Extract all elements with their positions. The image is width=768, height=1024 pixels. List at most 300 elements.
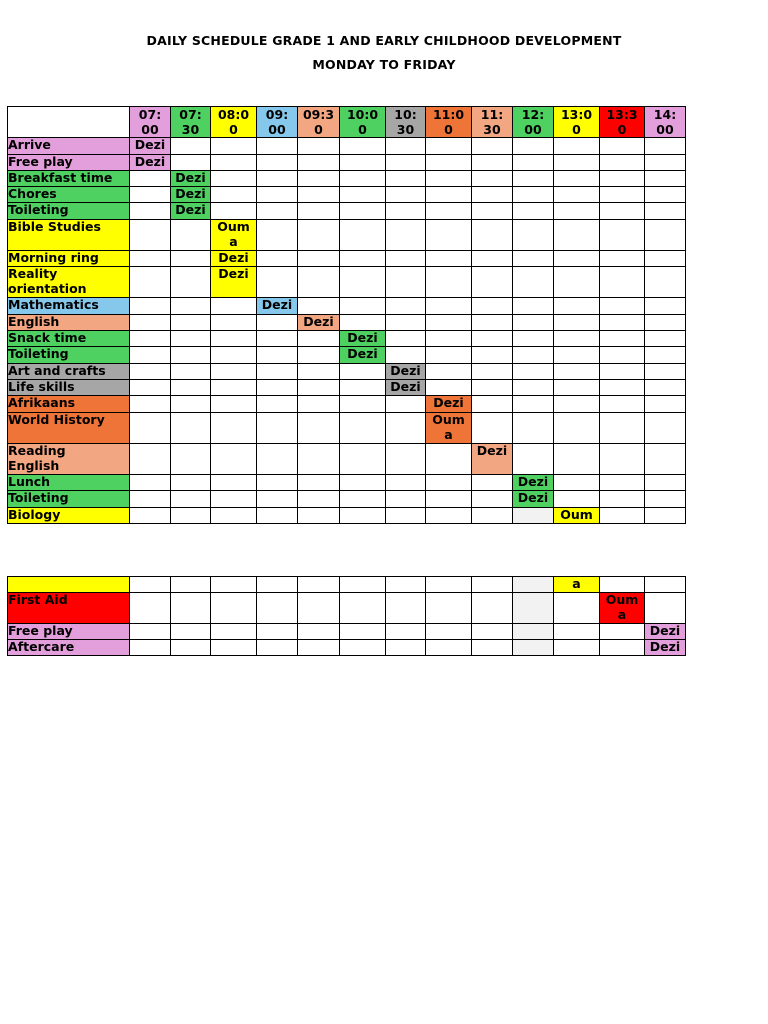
empty-cell	[426, 203, 472, 220]
empty-cell	[298, 138, 340, 155]
empty-cell	[472, 413, 513, 444]
empty-cell	[340, 444, 386, 475]
empty-cell	[386, 155, 426, 171]
empty-cell	[257, 508, 298, 524]
empty-cell	[472, 364, 513, 380]
teacher-cell: Dezi	[386, 380, 426, 396]
empty-cell	[600, 640, 645, 656]
activity-label: Reality orientation	[8, 267, 130, 298]
teacher-cell: Dezi	[211, 267, 257, 298]
activity-label: Reading English	[8, 444, 130, 475]
time-slot-header: 13:3 0	[600, 107, 645, 138]
empty-cell	[554, 380, 600, 396]
empty-cell	[386, 491, 426, 508]
empty-cell	[340, 593, 386, 624]
empty-cell	[513, 187, 554, 203]
empty-cell	[386, 640, 426, 656]
empty-cell	[257, 491, 298, 508]
empty-cell	[298, 593, 340, 624]
empty-cell	[211, 577, 257, 593]
empty-cell	[645, 593, 686, 624]
empty-cell	[426, 508, 472, 524]
empty-cell	[298, 251, 340, 267]
teacher-cell: Dezi	[211, 251, 257, 267]
activity-label: Morning ring	[8, 251, 130, 267]
empty-cell	[554, 155, 600, 171]
empty-cell	[340, 624, 386, 640]
table-row	[8, 444, 686, 475]
empty-cell	[171, 396, 211, 413]
empty-cell	[340, 380, 386, 396]
empty-cell	[171, 444, 211, 475]
empty-cell	[426, 138, 472, 155]
empty-cell	[645, 331, 686, 347]
empty-cell	[554, 396, 600, 413]
empty-cell	[298, 155, 340, 171]
activity-label: Mathematics	[8, 298, 130, 315]
empty-cell	[340, 155, 386, 171]
empty-cell	[130, 640, 171, 656]
empty-cell	[257, 251, 298, 267]
empty-cell	[257, 640, 298, 656]
empty-cell	[426, 267, 472, 298]
empty-cell	[554, 444, 600, 475]
empty-cell	[645, 187, 686, 203]
empty-cell	[554, 220, 600, 251]
empty-cell	[211, 187, 257, 203]
activity-label	[8, 577, 130, 593]
teacher-cell: Dezi	[130, 155, 171, 171]
empty-cell	[130, 171, 171, 187]
empty-cell	[600, 380, 645, 396]
activity-label: Life skills	[8, 380, 130, 396]
empty-cell	[130, 380, 171, 396]
empty-cell	[554, 331, 600, 347]
empty-cell	[171, 640, 211, 656]
empty-cell	[340, 220, 386, 251]
empty-cell	[386, 331, 426, 347]
teacher-cell: Dezi	[386, 364, 426, 380]
empty-cell	[211, 364, 257, 380]
empty-cell	[340, 298, 386, 315]
empty-cell	[426, 640, 472, 656]
empty-cell	[171, 251, 211, 267]
empty-cell	[513, 347, 554, 364]
empty-cell	[554, 364, 600, 380]
empty-cell	[130, 444, 171, 475]
empty-cell	[386, 187, 426, 203]
table-row	[8, 347, 686, 364]
empty-cell	[171, 593, 211, 624]
schedule-table	[7, 106, 686, 524]
empty-cell	[211, 171, 257, 187]
activity-label: Aftercare	[8, 640, 130, 656]
empty-cell	[645, 251, 686, 267]
empty-cell	[513, 155, 554, 171]
empty-cell	[554, 267, 600, 298]
empty-cell	[257, 364, 298, 380]
empty-cell	[298, 508, 340, 524]
activity-label: Bible Studies	[8, 220, 130, 251]
empty-cell	[513, 364, 554, 380]
empty-cell	[386, 444, 426, 475]
teacher-cell: Dezi	[130, 138, 171, 155]
empty-cell	[645, 220, 686, 251]
empty-cell	[426, 347, 472, 364]
empty-cell	[171, 331, 211, 347]
empty-cell	[340, 267, 386, 298]
empty-cell	[426, 155, 472, 171]
empty-cell	[513, 413, 554, 444]
activity-label: World History	[8, 413, 130, 444]
time-slot-header: 14: 00	[645, 107, 686, 138]
empty-cell	[386, 315, 426, 331]
empty-cell	[386, 508, 426, 524]
empty-cell	[426, 331, 472, 347]
empty-cell	[386, 138, 426, 155]
teacher-cell: Dezi	[171, 171, 211, 187]
empty-cell	[513, 315, 554, 331]
empty-cell	[426, 444, 472, 475]
empty-cell	[472, 491, 513, 508]
activity-label: Lunch	[8, 475, 130, 491]
empty-cell	[171, 491, 211, 508]
empty-cell	[600, 171, 645, 187]
empty-cell	[513, 640, 554, 656]
empty-cell	[513, 220, 554, 251]
empty-cell	[472, 251, 513, 267]
empty-cell	[211, 413, 257, 444]
empty-cell	[130, 577, 171, 593]
empty-cell	[645, 203, 686, 220]
empty-cell	[645, 475, 686, 491]
empty-cell	[426, 380, 472, 396]
empty-cell	[513, 267, 554, 298]
empty-cell	[600, 155, 645, 171]
table-row	[8, 298, 686, 315]
empty-cell	[171, 347, 211, 364]
empty-cell	[386, 593, 426, 624]
empty-cell	[513, 396, 554, 413]
empty-cell	[257, 315, 298, 331]
empty-cell	[600, 203, 645, 220]
empty-cell	[513, 171, 554, 187]
empty-cell	[298, 640, 340, 656]
empty-cell	[340, 251, 386, 267]
empty-cell	[472, 475, 513, 491]
table-row	[8, 577, 686, 593]
empty-cell	[257, 577, 298, 593]
empty-cell	[257, 138, 298, 155]
empty-cell	[386, 475, 426, 491]
empty-cell	[211, 444, 257, 475]
empty-cell	[211, 138, 257, 155]
schedule-table-continued	[7, 576, 686, 656]
empty-cell	[386, 267, 426, 298]
empty-cell	[600, 444, 645, 475]
table-row	[8, 491, 686, 508]
empty-cell	[600, 475, 645, 491]
empty-cell	[298, 364, 340, 380]
empty-cell	[257, 593, 298, 624]
empty-cell	[171, 624, 211, 640]
empty-cell	[513, 593, 554, 624]
table-row	[8, 364, 686, 380]
empty-cell	[645, 171, 686, 187]
empty-cell	[600, 315, 645, 331]
empty-cell	[472, 577, 513, 593]
empty-cell	[171, 577, 211, 593]
empty-cell	[426, 251, 472, 267]
time-slot-header: 10: 30	[386, 107, 426, 138]
empty-cell	[472, 187, 513, 203]
empty-cell	[257, 475, 298, 491]
teacher-cell: Dezi	[645, 640, 686, 656]
empty-cell	[257, 380, 298, 396]
empty-cell	[298, 171, 340, 187]
empty-cell	[554, 347, 600, 364]
empty-cell	[426, 298, 472, 315]
empty-cell	[600, 396, 645, 413]
empty-cell	[600, 138, 645, 155]
empty-cell	[298, 347, 340, 364]
empty-cell	[645, 413, 686, 444]
empty-cell	[340, 577, 386, 593]
empty-cell	[298, 577, 340, 593]
empty-cell	[645, 396, 686, 413]
empty-cell	[298, 396, 340, 413]
empty-cell	[554, 593, 600, 624]
table-row	[8, 380, 686, 396]
empty-cell	[645, 347, 686, 364]
teacher-cell: Dezi	[513, 491, 554, 508]
empty-cell	[554, 640, 600, 656]
teacher-cell: a	[554, 577, 600, 593]
empty-cell	[340, 640, 386, 656]
empty-cell	[171, 475, 211, 491]
empty-cell	[600, 267, 645, 298]
time-slot-header: 08:0 0	[211, 107, 257, 138]
empty-cell	[472, 203, 513, 220]
empty-cell	[472, 155, 513, 171]
time-slot-header: 09: 00	[257, 107, 298, 138]
empty-cell	[426, 491, 472, 508]
activity-label: Biology	[8, 508, 130, 524]
table-row	[8, 171, 686, 187]
empty-cell	[600, 577, 645, 593]
teacher-cell: Dezi	[298, 315, 340, 331]
empty-cell	[554, 171, 600, 187]
empty-cell	[211, 347, 257, 364]
activity-label: Toileting	[8, 347, 130, 364]
empty-cell	[645, 315, 686, 331]
empty-cell	[386, 413, 426, 444]
empty-cell	[257, 413, 298, 444]
table-row	[8, 413, 686, 444]
empty-cell	[513, 624, 554, 640]
empty-cell	[513, 138, 554, 155]
empty-cell	[472, 315, 513, 331]
empty-cell	[340, 396, 386, 413]
empty-cell	[554, 475, 600, 491]
empty-cell	[130, 220, 171, 251]
empty-cell	[600, 364, 645, 380]
empty-cell	[257, 171, 298, 187]
empty-cell	[513, 444, 554, 475]
empty-cell	[426, 577, 472, 593]
empty-cell	[211, 203, 257, 220]
empty-cell	[645, 508, 686, 524]
empty-cell	[130, 491, 171, 508]
empty-cell	[426, 171, 472, 187]
teacher-cell: Dezi	[171, 203, 211, 220]
empty-cell	[298, 220, 340, 251]
table-row	[8, 155, 686, 171]
empty-cell	[472, 593, 513, 624]
empty-cell	[171, 508, 211, 524]
empty-cell	[426, 220, 472, 251]
empty-cell	[645, 298, 686, 315]
empty-cell	[645, 155, 686, 171]
empty-cell	[211, 640, 257, 656]
empty-cell	[554, 251, 600, 267]
table-row	[8, 475, 686, 491]
empty-cell	[554, 298, 600, 315]
activity-label: English	[8, 315, 130, 331]
empty-cell	[600, 331, 645, 347]
time-slot-header: 09:3 0	[298, 107, 340, 138]
empty-cell	[386, 624, 426, 640]
empty-cell	[130, 593, 171, 624]
empty-cell	[257, 203, 298, 220]
empty-cell	[211, 298, 257, 315]
empty-cell	[386, 347, 426, 364]
empty-cell	[472, 347, 513, 364]
empty-cell	[600, 624, 645, 640]
activity-label: Free play	[8, 155, 130, 171]
empty-cell	[211, 491, 257, 508]
empty-cell	[600, 491, 645, 508]
empty-cell	[645, 364, 686, 380]
empty-cell	[171, 413, 211, 444]
empty-cell	[645, 380, 686, 396]
empty-cell	[645, 444, 686, 475]
empty-cell	[472, 508, 513, 524]
empty-cell	[171, 315, 211, 331]
table-row	[8, 508, 686, 524]
empty-cell	[171, 380, 211, 396]
table-row	[8, 220, 686, 251]
teacher-cell: Dezi	[513, 475, 554, 491]
table-row	[8, 203, 686, 220]
table-row	[8, 331, 686, 347]
empty-cell	[257, 267, 298, 298]
empty-cell	[171, 267, 211, 298]
empty-cell	[130, 396, 171, 413]
empty-cell	[171, 155, 211, 171]
empty-cell	[386, 220, 426, 251]
empty-cell	[426, 624, 472, 640]
empty-cell	[600, 187, 645, 203]
empty-cell	[340, 491, 386, 508]
empty-cell	[298, 187, 340, 203]
empty-cell	[426, 364, 472, 380]
empty-cell	[211, 593, 257, 624]
empty-cell	[171, 220, 211, 251]
activity-label: Toileting	[8, 203, 130, 220]
table-row	[8, 187, 686, 203]
empty-cell	[554, 413, 600, 444]
empty-cell	[645, 491, 686, 508]
table-row	[8, 640, 686, 656]
empty-cell	[600, 508, 645, 524]
empty-cell	[554, 491, 600, 508]
empty-cell	[472, 298, 513, 315]
empty-cell	[257, 396, 298, 413]
empty-cell	[130, 298, 171, 315]
empty-cell	[554, 203, 600, 220]
empty-cell	[340, 508, 386, 524]
empty-cell	[472, 267, 513, 298]
time-slot-header: 12: 00	[513, 107, 554, 138]
empty-cell	[340, 475, 386, 491]
empty-cell	[130, 347, 171, 364]
empty-cell	[257, 187, 298, 203]
empty-cell	[645, 267, 686, 298]
empty-cell	[600, 251, 645, 267]
empty-cell	[298, 267, 340, 298]
activity-label: Art and crafts	[8, 364, 130, 380]
empty-cell	[171, 364, 211, 380]
activity-label: Chores	[8, 187, 130, 203]
teacher-cell: Dezi	[257, 298, 298, 315]
empty-cell	[386, 171, 426, 187]
empty-cell	[298, 491, 340, 508]
time-slot-header: 07: 00	[130, 107, 171, 138]
empty-cell	[472, 624, 513, 640]
teacher-cell: Oum a	[426, 413, 472, 444]
empty-cell	[386, 298, 426, 315]
empty-cell	[554, 624, 600, 640]
empty-cell	[554, 138, 600, 155]
empty-cell	[257, 624, 298, 640]
table-row	[8, 396, 686, 413]
empty-cell	[386, 251, 426, 267]
empty-cell	[472, 220, 513, 251]
activity-label: First Aid	[8, 593, 130, 624]
empty-cell	[426, 475, 472, 491]
empty-cell	[211, 380, 257, 396]
empty-cell	[513, 577, 554, 593]
empty-cell	[386, 203, 426, 220]
empty-cell	[472, 380, 513, 396]
empty-cell	[298, 475, 340, 491]
empty-cell	[426, 315, 472, 331]
teacher-cell: Dezi	[171, 187, 211, 203]
teacher-cell: Dezi	[645, 624, 686, 640]
empty-cell	[211, 475, 257, 491]
empty-cell	[340, 171, 386, 187]
empty-cell	[130, 475, 171, 491]
empty-cell	[257, 155, 298, 171]
empty-cell	[298, 444, 340, 475]
page-subtitle: MONDAY TO FRIDAY	[312, 57, 456, 72]
time-slot-header: 07: 30	[171, 107, 211, 138]
empty-cell	[130, 267, 171, 298]
empty-cell	[257, 444, 298, 475]
teacher-cell: Dezi	[426, 396, 472, 413]
empty-cell	[554, 315, 600, 331]
